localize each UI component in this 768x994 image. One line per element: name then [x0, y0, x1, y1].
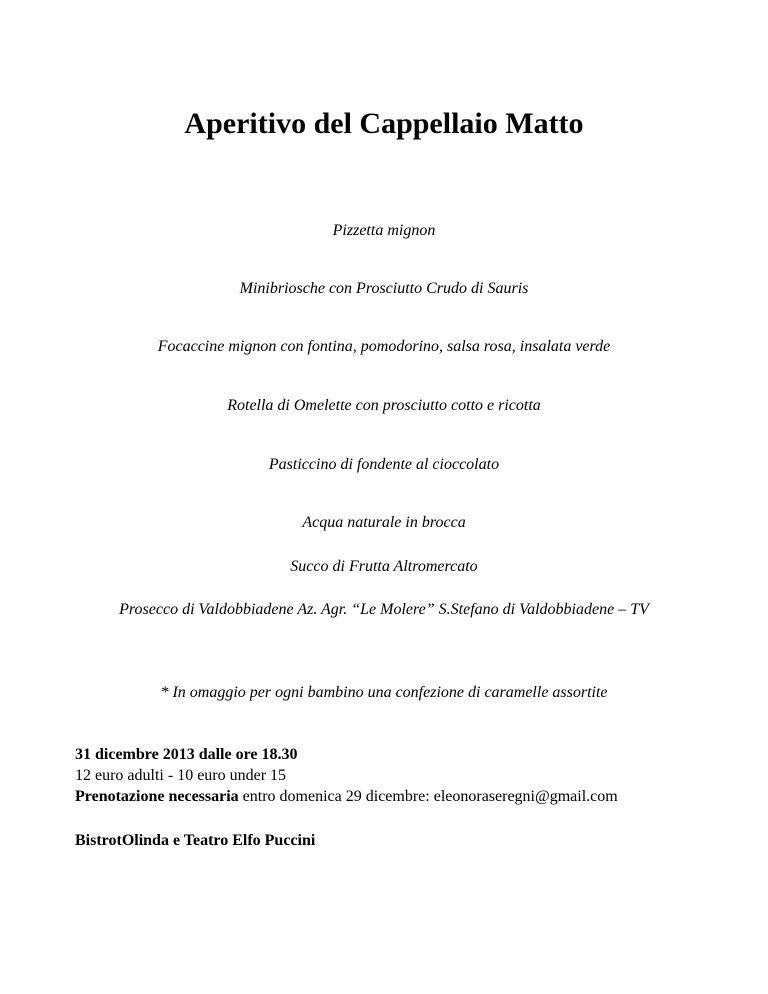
menu-item-minibriosche: Minibriosche con Prosciutto Crudo di Sauris [239, 280, 529, 297]
gift-note: * In omaggio per ogni bambino una confezione di caramelle assortite [160, 684, 608, 701]
booking-line [75, 787, 755, 807]
event-prices: 12 euro adulti - 10 euro under 15 [75, 767, 287, 784]
menu-item-omelette: Rotella di Omelette con prosciutto cotto e ricotta [227, 397, 541, 414]
menu-item-succo: Succo di Frutta Altromercato [290, 558, 478, 575]
menu-item-prosecco: Prosecco di Valdobbiadene Az. Agr. “Le Molere” S.Stefano di Valdobbiadene – TV [119, 601, 649, 618]
menu-item-acqua: Acqua naturale in brocca [302, 514, 466, 531]
event-date: 31 dicembre 2013 dalle ore 18.30 [75, 746, 298, 763]
menu-item-focaccine: Focaccine mignon con fontina, pomodorino, salsa rosa, insalata verde [157, 338, 611, 355]
page-title: Aperitivo del Cappellaio Matto [184, 107, 584, 140]
menu-item-pasticcino: Pasticcino di fondente al cioccolato [268, 456, 500, 473]
event-venue: BistrotOlinda e Teatro Elfo Puccini [75, 832, 316, 849]
menu-item-pizzetta: Pizzetta mignon [332, 222, 436, 239]
booking-label: Prenotazione necessaria [75, 788, 239, 805]
booking-details: entro domenica 29 dicembre: eleonoraseregni@gmail.com [238, 788, 618, 805]
